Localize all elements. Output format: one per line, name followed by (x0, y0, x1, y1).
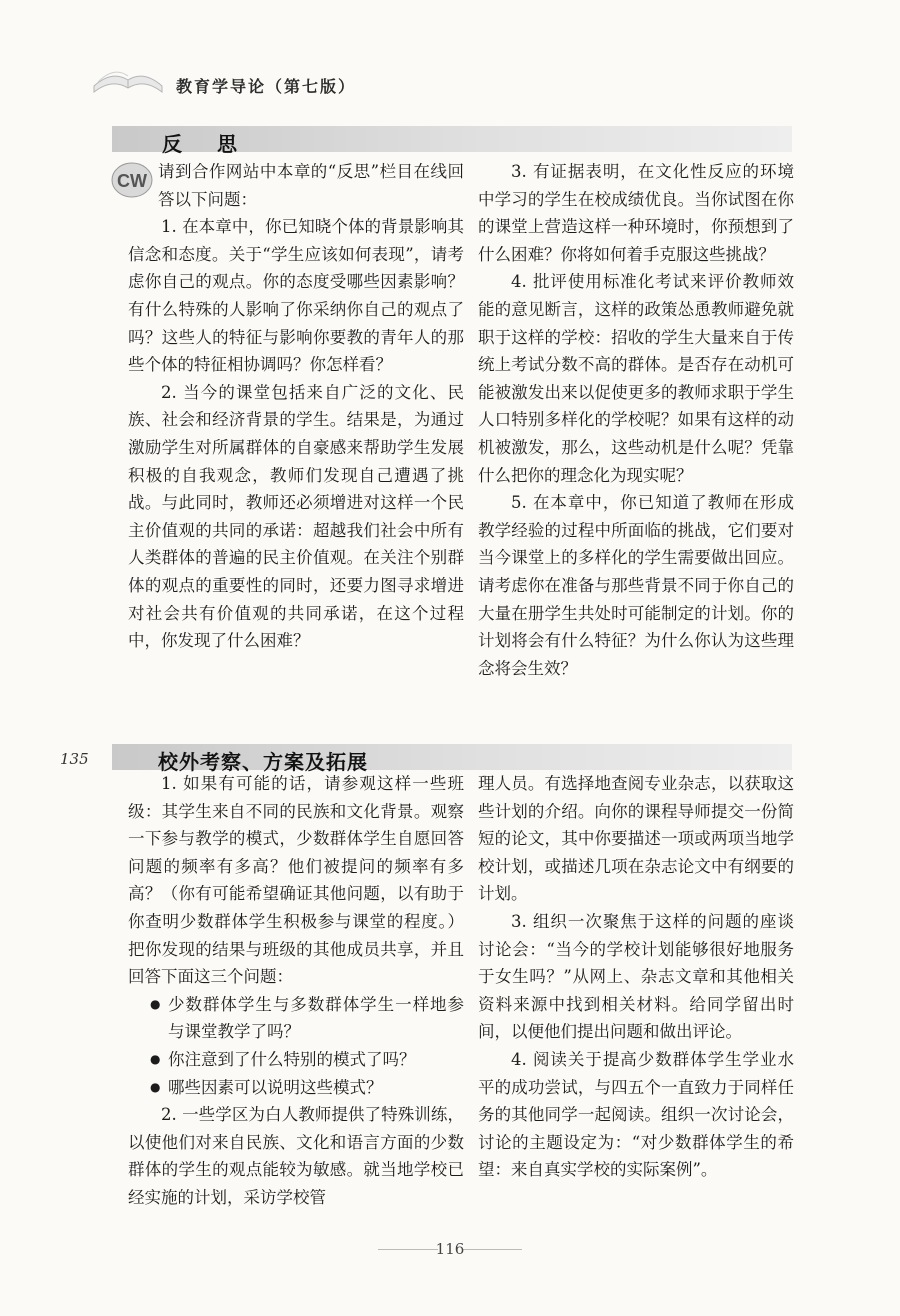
section-title-field: 校外考察、方案及拓展 (158, 750, 368, 774)
cw-logo-text: CW (117, 171, 147, 191)
field-item-3: 3. 组织一次聚焦于这样的问题的座谈讨论会：“当今的学校计划能够很好地服务于女生吗？”从网上、杂志文章和其他相关资料来源中找到相关材料。给同学留出时间，以便他们提出问题和做出评论。 (478, 911, 794, 1042)
field-item-1: 1. 如果有可能的话，请参观这样一些班级：其学生来自不同的民族和文化背景。观察一下参与教学的模式，少数群体学生自愿回答问题的频率有多高？他们被提问的频率有多高？（你有可能希望确证其他问题，以有助于你查明少数群体学生积极参与课堂的程度。）把你发现的结果与班级的其他成员共享，并且回答下面这三个问题： (128, 774, 464, 987)
reflection-question-4: 4. 批评使用标准化考试来评价教师效能的意见断言，这样的政策怂恿教师避免就职于这样的学校：招收的学生大量来自于传统上考试分数不高的群体。是否存在动机可能被激发出来以促使更多的教师求职于学生人口特别多样化的学校呢？如果有这样的动机被激发，那么，这些动机是什么呢？凭靠什么把你的理念化为现实呢？ (478, 272, 794, 485)
side-page-number: 135 (60, 750, 89, 768)
reflection-question-1: 1. 在本章中，你已知晓个体的背景影响其信念和态度。关于“学生应该如何表现”，请考虑你自己的观点。你的态度受哪些因素影响？有什么特殊的人影响了你采纳你自己的观点了吗？这些人的特征与影响你要教的青年人的那些个体的特征相协调吗？你怎样看？ (128, 217, 464, 375)
bullet-item: ● 少数群体学生与多数群体学生一样地参与课堂教学了吗？ (150, 991, 464, 1046)
reflection-question-2: 2. 当今的课堂包括来自广泛的文化、民族、社会和经济背景的学生。结果是，为通过激励学生对所属群体的自豪感来帮助学生发展积极的自我观念，教师们发现自己遭遇了挑战。与此同时，教师还必须增进对这样一个民主价值观的共同的承诺：超越我们社会中所有人类群体的普遍的民主价值观。在关注个别群体的观点的重要性的同时，还要力图寻求增进对社会共有价值观的共同承诺，在这个过程中，你发现了什么困难？ (128, 382, 464, 651)
bullet-item: ● 哪些因素可以说明这些模式？ (150, 1074, 464, 1102)
field-item-2-part2: 理人员。有选择地查阅专业杂志，以获取这些计划的介绍。向你的课程导师提交一份简短的论文，其中你要描述一项或两项当地学校计划，或描述几项在杂志论文中有纲要的计划。 (478, 774, 794, 904)
reflection-question-3: 3. 有证据表明，在文化性反应的环境中学习的学生在校成绩优良。当你试图在你的课堂上营造这样一种环境时，你预想到了什么困难？你将如何着手克服这些挑战？ (478, 162, 794, 264)
field-item-4: 4. 阅读关于提高少数群体学生学业水平的成功尝试，与四五个一直致力于同样任务的其他同学一起阅读。组织一次讨论会，讨论的主题设定为：“对少数群体学生的希望：来自真实学校的实际案例”。 (478, 1049, 794, 1180)
page-number: 116 (435, 1240, 465, 1258)
field-bullet-list (128, 991, 464, 1101)
section-title-reflection: 反 思 (162, 132, 251, 156)
field-column-left (128, 770, 464, 1212)
reflection-intro: 请到合作网站中本章的“反思”栏目在线回答以下问题： (158, 162, 464, 209)
book-sketch-icon (88, 52, 168, 100)
field-column-right (478, 770, 794, 1184)
reflection-column-right (478, 158, 794, 682)
reflection-question-5: 5. 在本章中，你已知道了教师在形成教学经验的过程中所面临的挑战，它们要对当今课堂上的多样化的学生需要做出回应。请考虑你在准备与那些背景不同于你自己的大量在册学生共处时可能制定的计划。你的计划将会有什么特征？为什么你认为这些理念将会生效？ (478, 493, 794, 678)
reflection-column-left (128, 158, 464, 655)
bullet-item: ● 你注意到了什么特别的模式了吗？ (150, 1046, 464, 1074)
field-item-2-part1: 2. 一些学区为白人教师提供了特殊训练，以使他们对来自民族、文化和语言方面的少数群体的学生的观点能较为敏感。就当地学校已经实施的计划，采访学校管 (128, 1105, 464, 1207)
book-title: 教育学导论（第七版） (176, 77, 357, 96)
